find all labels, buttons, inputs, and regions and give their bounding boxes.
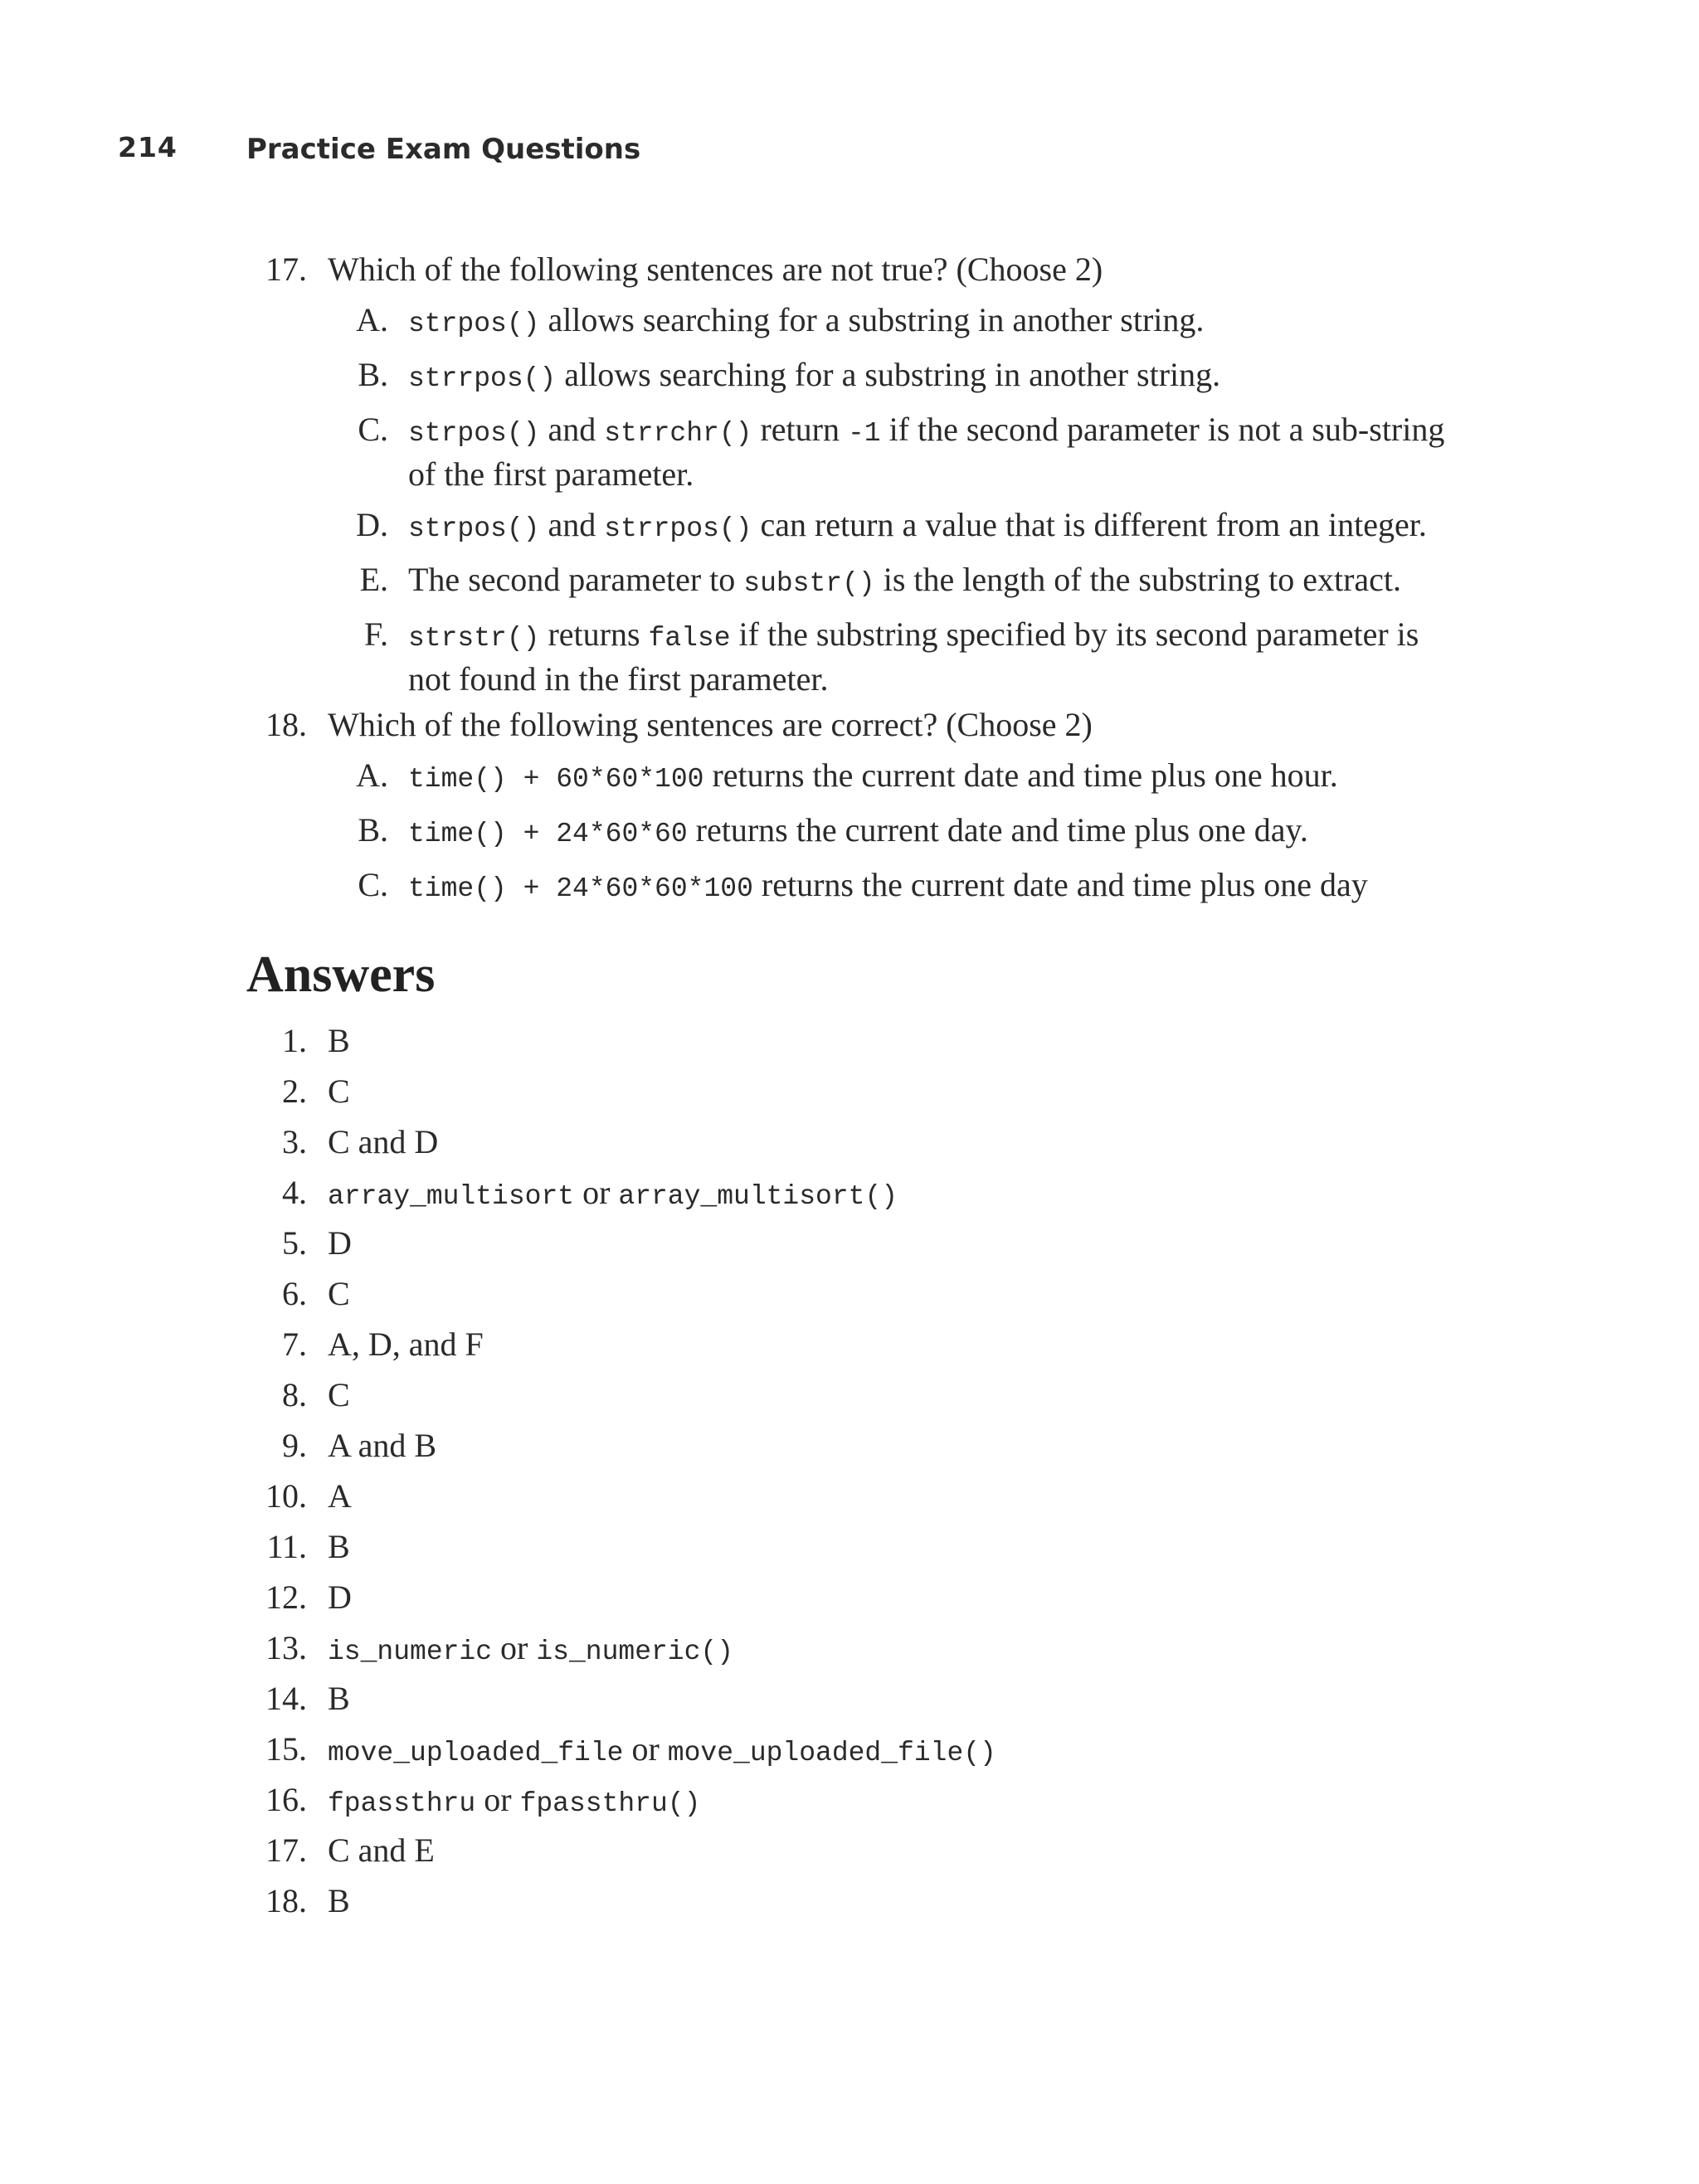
answer-item xyxy=(249,1172,1410,1223)
answer-number: 3. xyxy=(282,1123,307,1160)
option-text xyxy=(408,559,1445,604)
option-text xyxy=(408,504,1445,549)
answer-option xyxy=(249,299,1460,344)
code-snippet: strpos() xyxy=(408,513,540,544)
question-18 xyxy=(249,704,1460,909)
answer-text xyxy=(328,1781,700,1818)
question-number: 17. xyxy=(265,251,307,288)
option-list xyxy=(249,755,1460,909)
answer-number: 10. xyxy=(265,1477,307,1515)
text-run: A and B xyxy=(328,1427,437,1464)
answer-option xyxy=(249,755,1460,800)
text-run: or xyxy=(623,1730,668,1768)
answer-text xyxy=(328,1831,435,1869)
answer-text xyxy=(328,1730,996,1768)
answer-number: 17. xyxy=(265,1831,307,1869)
answer-number: 9. xyxy=(282,1427,307,1464)
text-run: B xyxy=(328,1680,350,1717)
option-letter: A. xyxy=(356,756,388,794)
code-snippet: array_multisort xyxy=(328,1181,575,1212)
text-run: if the second parameter is not a sub-string of the first parameter. xyxy=(408,411,1445,493)
code-snippet: false xyxy=(648,623,731,654)
answer-text xyxy=(328,1325,484,1363)
answer-number: 4. xyxy=(282,1174,307,1211)
text-run: is the length of the substring to extract. xyxy=(874,561,1402,598)
answer-item xyxy=(249,1121,1410,1172)
option-letter: D. xyxy=(356,506,388,543)
option-text xyxy=(408,354,1445,399)
answer-option xyxy=(249,559,1460,604)
answer-text xyxy=(328,1376,350,1413)
answer-item xyxy=(249,1374,1410,1425)
answer-item xyxy=(249,1627,1410,1678)
text-run: returns the current date and time plus one hour. xyxy=(703,756,1338,794)
answer-item xyxy=(249,1273,1410,1324)
answer-text xyxy=(328,1427,436,1464)
answer-number: 11. xyxy=(266,1528,307,1565)
text-run: returns the current date and time plus one day. xyxy=(687,811,1308,849)
answer-number: 15. xyxy=(265,1730,307,1768)
question-stem xyxy=(249,704,1460,745)
code-snippet: strstr() xyxy=(408,623,540,654)
question-text: Which of the following sentences are not true? (Choose 2) xyxy=(328,251,1103,288)
code-snippet: strrchr() xyxy=(604,418,752,449)
option-letter: F. xyxy=(363,615,388,653)
answers-list xyxy=(249,1020,1410,1931)
option-letter: C. xyxy=(358,866,388,903)
answer-number: 2. xyxy=(282,1073,307,1110)
answer-option xyxy=(249,810,1460,854)
text-run: or xyxy=(492,1629,537,1666)
answer-text xyxy=(328,1680,350,1717)
answer-item xyxy=(249,1425,1410,1476)
question-number: 18. xyxy=(265,706,307,743)
text-run: or xyxy=(574,1174,619,1211)
option-text xyxy=(408,755,1445,800)
answer-item xyxy=(249,1577,1410,1627)
answer-number: 13. xyxy=(265,1629,307,1666)
text-run: allows searching for a substring in another string. xyxy=(556,356,1221,393)
question-stem xyxy=(249,249,1460,289)
code-snippet: is_numeric() xyxy=(536,1637,734,1667)
answer-number: 14. xyxy=(265,1680,307,1717)
text-run: can return a value that is different from an integer. xyxy=(752,506,1427,543)
answers-heading: Answers xyxy=(246,946,436,1003)
text-run: returns xyxy=(539,615,649,653)
code-snippet: is_numeric xyxy=(328,1637,493,1667)
answer-text xyxy=(328,1477,352,1515)
code-snippet: move_uploaded_file() xyxy=(667,1738,996,1768)
question-text: Which of the following sentences are correct? (Choose 2) xyxy=(328,706,1093,743)
answer-item xyxy=(249,1526,1410,1577)
answer-text xyxy=(328,1629,733,1666)
option-text xyxy=(408,864,1445,909)
page-number: 214 xyxy=(118,131,178,163)
option-text xyxy=(408,614,1445,699)
answer-item xyxy=(249,1324,1410,1374)
answer-text xyxy=(328,1528,350,1565)
code-snippet: move_uploaded_file xyxy=(328,1738,624,1768)
answer-option xyxy=(249,504,1460,549)
question-17 xyxy=(249,249,1460,699)
answer-text xyxy=(328,1882,350,1919)
answer-number: 16. xyxy=(265,1781,307,1818)
text-run: and xyxy=(539,411,605,448)
answer-text xyxy=(328,1174,898,1211)
option-letter: A. xyxy=(356,301,388,338)
text-run: C and D xyxy=(328,1123,439,1160)
code-snippet: -1 xyxy=(847,418,881,449)
answer-item xyxy=(249,1830,1410,1880)
answer-number: 12. xyxy=(265,1578,307,1616)
answer-item xyxy=(249,1779,1410,1830)
answer-number: 1. xyxy=(282,1022,307,1059)
code-snippet: time() + 24*60*60 xyxy=(408,819,688,849)
answer-option xyxy=(249,614,1460,699)
text-run: allows searching for a substring in another string. xyxy=(539,301,1205,338)
answer-item xyxy=(249,1729,1410,1779)
option-text xyxy=(408,409,1445,494)
answer-text xyxy=(328,1578,352,1616)
option-letter: B. xyxy=(358,356,388,393)
text-run: C xyxy=(328,1073,350,1110)
text-run: D xyxy=(328,1578,352,1616)
text-run: B xyxy=(328,1882,350,1919)
answer-text xyxy=(328,1224,352,1262)
text-run: and xyxy=(539,506,605,543)
answer-item xyxy=(249,1223,1410,1273)
answer-item xyxy=(249,1476,1410,1526)
text-run: if the substring specified by its second parameter is not found in the first parameter. xyxy=(408,615,1419,698)
running-head: Practice Exam Questions xyxy=(246,133,641,166)
answer-option xyxy=(249,864,1460,909)
text-run: B xyxy=(328,1022,350,1059)
text-run: The second parameter to xyxy=(408,561,744,598)
text-run: D xyxy=(328,1224,352,1262)
option-letter: B. xyxy=(358,811,388,849)
code-snippet: strpos() xyxy=(408,418,540,449)
text-run: C xyxy=(328,1275,350,1312)
code-snippet: array_multisort() xyxy=(618,1181,898,1212)
answer-number: 5. xyxy=(282,1224,307,1262)
answer-item xyxy=(249,1071,1410,1121)
answer-number: 6. xyxy=(282,1275,307,1312)
text-run: C xyxy=(328,1376,350,1413)
answer-option xyxy=(249,409,1460,494)
option-letter: E. xyxy=(359,561,388,598)
option-letter: C. xyxy=(358,411,388,448)
code-snippet: time() + 24*60*60*100 xyxy=(408,873,753,904)
text-run: A xyxy=(328,1477,352,1515)
text-run: A, D, and F xyxy=(328,1325,484,1363)
code-snippet: strpos() xyxy=(408,309,540,339)
text-run: returns the current date and time plus one day xyxy=(752,866,1368,903)
code-snippet: strrpos() xyxy=(604,513,752,544)
option-text xyxy=(408,810,1445,854)
answer-number: 8. xyxy=(282,1376,307,1413)
answer-option xyxy=(249,354,1460,399)
answer-item xyxy=(249,1020,1410,1071)
code-snippet: time() + 60*60*100 xyxy=(408,764,704,795)
option-list xyxy=(249,299,1460,699)
answer-number: 7. xyxy=(282,1325,307,1363)
answer-number: 18. xyxy=(265,1882,307,1919)
code-snippet: strrpos() xyxy=(408,363,557,394)
option-text xyxy=(408,299,1445,344)
answer-text xyxy=(328,1123,438,1160)
answer-text xyxy=(328,1275,350,1312)
code-snippet: substr() xyxy=(743,568,875,599)
text-run: B xyxy=(328,1528,350,1565)
text-run: or xyxy=(475,1781,520,1818)
answer-text xyxy=(328,1022,350,1059)
text-run: return xyxy=(752,411,848,448)
code-snippet: fpassthru() xyxy=(519,1788,701,1819)
answer-item xyxy=(249,1678,1410,1729)
answer-text xyxy=(328,1073,350,1110)
code-snippet: fpassthru xyxy=(328,1788,476,1819)
text-run: C and E xyxy=(328,1831,435,1869)
answer-item xyxy=(249,1880,1410,1931)
